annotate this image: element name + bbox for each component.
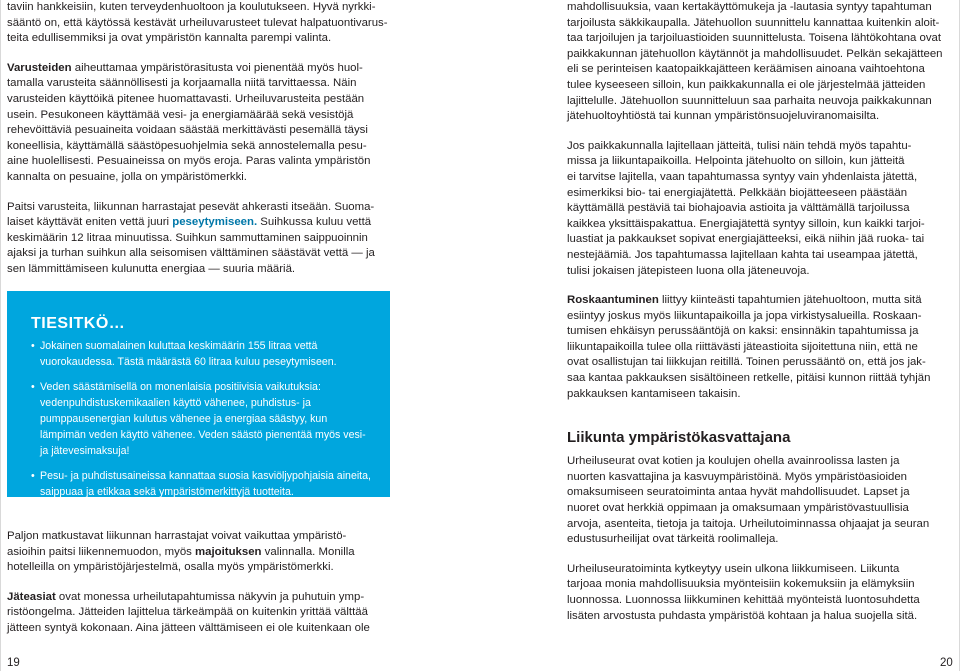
text-run: hotelleilla on ympäristöjärjestelmä, osalla myös ympäristömerkki.	[7, 561, 334, 574]
did-you-know-title: TIESITKÖ…	[31, 315, 126, 332]
page-number-right: 20	[940, 657, 953, 669]
text-run: tulee kyseeseen silloin, kun paikkakunnalla ei ole järjestelmää jätteiden	[567, 78, 926, 91]
page-number-left: 19	[7, 657, 20, 669]
text-run: liikuntapaikoilla tulee olla riittävästi jäteastioita sijoitettuna niin, että ne	[567, 340, 918, 353]
bullet-icon: •	[31, 381, 35, 393]
text-run: liittyy kiinteästi tapahtumien jätehuoltoon, mutta sitä	[658, 294, 922, 307]
paragraph-waste	[7, 590, 391, 637]
list-item	[31, 338, 375, 370]
paragraph-accommodation	[7, 529, 391, 576]
text-run: tarjoilusta säkkikaupalla. Jätehuollon suunnittelu kannattaa kuitenkin aloit-	[567, 16, 940, 29]
keyword-majoituksen: majoituksen	[195, 545, 262, 558]
text-run: luastiat ja pakkaukset sopivat energiajätteeksi, eikä niihin jää ruoka- tai	[567, 233, 925, 246]
bullet-icon: •	[31, 340, 35, 352]
text-run: valinnalla. Monilla	[261, 545, 355, 558]
did-you-know-box	[7, 291, 390, 497]
section-heading: Liikunta ympäristökasvattajana	[567, 429, 791, 447]
text-run: käyttämällä pestäviä tai biohajoavia astioita ja välttämällä tarjoilussa	[567, 202, 910, 215]
text-run: mahdollisuuksia, vaan kertakäyttömukeja ja -lautasia syntyy tapahtuman	[567, 1, 932, 13]
text-run: paikkakunnan jätehuollon käytännöt ja mahdollisuudet. Pelkän sekajätteen	[567, 47, 943, 60]
left-column-bottom	[7, 529, 391, 637]
text-run: eli se perinteisen kaatopaikkajätteen keräämisen ainoana vaihtoehtona	[567, 63, 925, 76]
text-run: nuorten kasvattajina ja kasvuympäristöinä. Myös ympäristöasioiden	[567, 470, 907, 483]
text-run: esiintyy joskus myös liikuntapaikoilla ja jopa virkistysalueilla. Roskaan-	[567, 309, 922, 322]
text-run: kaikkea yksittäispakattua. Energiajätettä syntyy silloin, kun kaikki tarjoi-	[567, 217, 925, 230]
text-run: sen lämmittämiseen kulunutta energiaa — suuria määriä.	[7, 262, 296, 275]
list-item	[31, 468, 375, 500]
text-run: aine huolellisesti. Pesuaineissa on myös eroja. Paras valinta ympäristön	[7, 155, 371, 168]
paragraph-outdoors	[567, 562, 951, 624]
text-run: sääntö on, että käytössä kestävät urheiluvarusteet tulevat halpatuontivarus-	[7, 16, 388, 29]
right-column	[567, 0, 951, 624]
paragraph-littering	[567, 293, 951, 402]
text-run: rehevöittäviä pesuaineita voidaan säästää merkittävästi pesemällä täysi	[7, 124, 368, 137]
text-run: ristöongelma. Jätteiden lajittelua tärkeämpää on kuitenkin yrittää välttää	[7, 606, 368, 619]
bullet-icon: •	[31, 470, 35, 482]
paragraph-equipment-care	[7, 61, 391, 186]
text-run: jätteen syntyä kokonaan. Aina jätteen välttämiseen ei ole kuitenkaan ole	[7, 621, 370, 634]
text-run: taviin hankkeisiin, kuten terveydenhuoltoon ja koulutukseen. Hyvä nyrkki-	[7, 1, 376, 13]
text-run: varusteiden käyttöikä pitenee huomattavasti. Urheiluvarusteita pestään	[7, 92, 365, 105]
keyword-varusteiden: Varusteiden	[7, 61, 72, 74]
text-run: kannalta on pesuaine, jolla on ympäristömerkki.	[7, 170, 247, 183]
text-run: nestejäämiä. Jos tapahtumassa lajitellaan kahta tai useampaa jätettä,	[567, 248, 918, 261]
text-run: ei tarvitse lajitella, vaan tapahtumassa syntyy vain yhdenlaista jätettä,	[567, 170, 918, 183]
text-run: teita edullisemmiksi ja ovat ympäristön kannalta parempi valinta.	[7, 32, 332, 45]
text-run: aiheuttamaa ympäristörasitusta voi pienentää myös huol-	[71, 61, 363, 74]
list-item-text: Jokainen suomalainen kuluttaa keskimäärin 155 litraa vettä vuorokaudessa. Tästä määrästä 60 litraa kuluu peseytymiseen.	[40, 340, 337, 368]
text-run: laiset käyttävät eniten vettä juuri	[7, 216, 173, 229]
text-run: Urheiluseurat ovat kotien ja koulujen ohella avainroolissa lasten ja	[567, 455, 900, 468]
text-run: usein. Pesukoneen käyttämää vesi- ja energiamäärää sekä vesistöjä	[7, 108, 354, 121]
did-you-know-list	[31, 338, 375, 509]
keyword-roskaantuminen: Roskaantuminen	[567, 294, 659, 307]
paragraph-equipment-durability	[7, 0, 391, 47]
text-run: lajittelulle. Jätehuollon suunnitteluun saa parhaita neuvoja paikkakunnan	[567, 94, 932, 107]
text-run: tarjoaa monia mahdollisuuksia myönteisiin kokemuksiin ja elämyksiin	[567, 578, 915, 591]
text-run: lisäten arvostusta puhdasta ympäristöä kohtaan ja halua suojella sitä.	[567, 609, 918, 622]
text-run: omaksumiseen seuratoiminta antaa hyvät mahdollisuudet. Lapset ja	[567, 486, 910, 499]
text-run: esimerkiksi bio- tai energiajätettä. Pelkkään biojätteeseen päästään	[567, 186, 908, 199]
text-run: tulisi jokaisen jätepisteen luona olla jäteneuvoja.	[567, 264, 810, 277]
sheet-edge-left	[0, 0, 1, 671]
text-run: koneellisia, käyttämällä säästöpesuohjelmia sekä annostelemalla pesu-	[7, 139, 367, 152]
text-run: Jos paikkakunnalla lajitellaan jätteitä, tulisi näin tehdä myös tapahtu-	[567, 139, 912, 152]
text-run: missa ja liikuntapaikoilla. Helpointa jätehuolto on silloin, kun jätteitä	[567, 155, 905, 168]
text-run: Paljon matkustavat liikunnan harrastajat voivat vaikuttaa ympäristö-	[7, 530, 347, 542]
text-run: saa kantaa pakkauksen sisältöineen retkelle, pitäisi kunnon riittää tyhjän	[567, 372, 931, 385]
text-run: pakkauksen kantamiseen takaisin.	[567, 387, 741, 400]
text-run: Paitsi varusteita, liikunnan harrastajat pesevät ahkerasti itseään. Suoma-	[7, 200, 375, 213]
text-run: arvoja, asenteita, tietoja ja taitoja. Urheilutoiminnassa ohjaajat ja seuran	[567, 517, 930, 530]
text-run: taa tarjoilujen ja tarjoiluastioiden suunnittelusta. Toisena lähtökohtana ovat	[567, 32, 942, 45]
paragraph-sorting	[567, 139, 951, 279]
keyword-jateasiat: Jäteasiat	[7, 590, 56, 603]
text-run: nuoret ovat herkkiä oppimaan ja omaksumaan ympäristövastuullisia	[567, 502, 909, 515]
list-item-text: Pesu- ja puhdistusaineissa kannattaa suosia kasviöljypohjaisia aineita, saippuaa ja etikkaa sekä ympäristömerkittyjä tuotteita.	[40, 470, 371, 498]
text-run: edustusurheilijat ovat tärkeitä roolimalleja.	[567, 533, 779, 546]
keyword-peseytymiseen: peseytymiseen.	[172, 216, 258, 229]
text-run: tumisen ehkäisyn perussääntöjä on kaksi: ensinnäkin tapahtumissa ja	[567, 325, 919, 338]
text-run: jätehuoltoyhtiöstä tai kunnan ympäristönsuojeluviranomaisilta.	[567, 110, 880, 123]
text-run: ovat osallistujan tai liikkujan reitillä. Toinen perussääntö on, että jos jak-	[567, 356, 926, 369]
text-run: Suihkussa kuluu vettä	[257, 216, 372, 229]
text-run: ajaksi ja turhan suihkun alla seisomisen välttäminen säästävät vettä — ja	[7, 247, 375, 260]
paragraph-sports-clubs	[567, 454, 951, 548]
text-run: Urheiluseuratoiminta kytkeytyy usein ulkona liikkumiseen. Liikunta	[567, 562, 900, 575]
text-run: ovat monessa urheilutapahtumissa näkyvin ja puhutuin ymp-	[55, 590, 365, 603]
text-run: asioihin paitsi liikennemuodon, myös	[7, 545, 196, 558]
list-item-text: Veden säästämisellä on monenlaisia positiivisia vaikutuksia: vedenpuhdistuskemikaalien käyttö vähenee, puhdistus- ja pumppausenergian kulutus vähenee ja energiaa säästyy, kun lämpimän veden käyttö vähenee. Veden säästö pienentää myös vesi- ja jätevesimaksuja!	[40, 381, 366, 457]
text-run: tamalla varusteita säännöllisesti ja korjaamalla niitä tarvittaessa. Näin	[7, 77, 357, 90]
text-run: luonnossa. Luonnossa liikkuminen kehittää myönteistä luontosuhdetta	[567, 594, 920, 606]
left-column-top	[7, 0, 391, 278]
list-item	[31, 379, 375, 459]
text-run: keskimäärin 12 litraa minuutissa. Suihkun sammuttaminen saippuoinnin	[7, 231, 368, 244]
paragraph-waste-planning	[567, 0, 951, 125]
paragraph-washing	[7, 200, 391, 278]
